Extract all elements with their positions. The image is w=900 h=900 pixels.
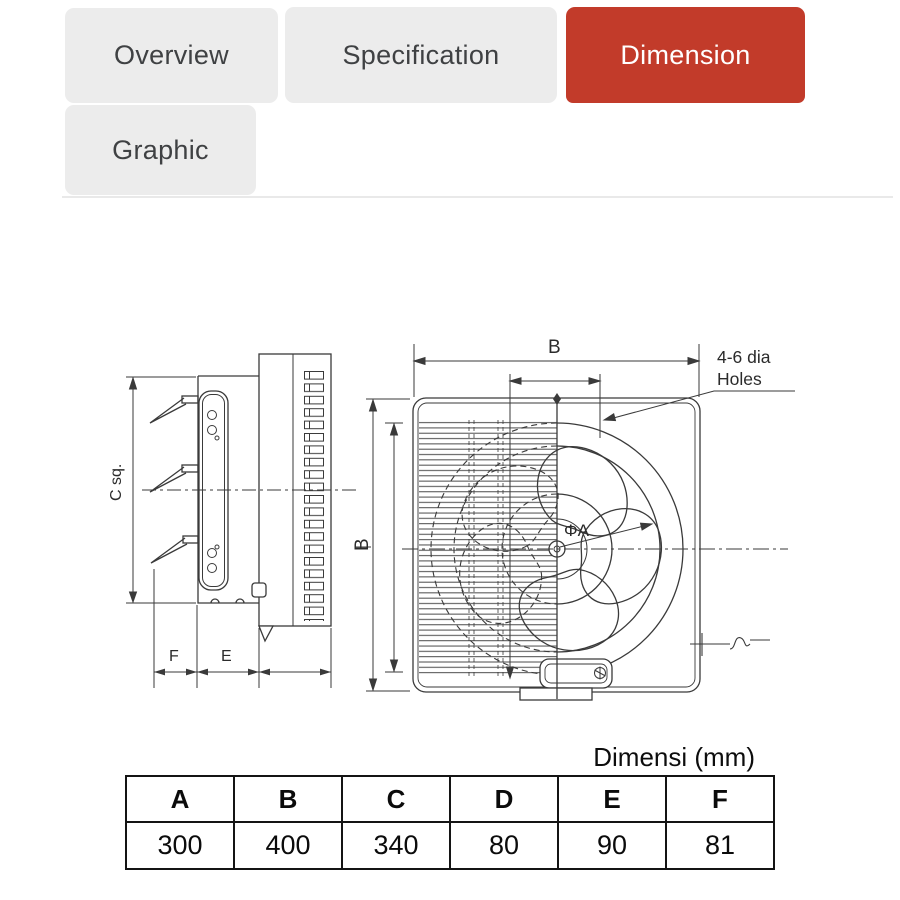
table-value-cell: 340 — [342, 822, 450, 869]
table-header-row — [126, 776, 774, 822]
label-b-top: B — [548, 337, 561, 358]
dimensions-table — [125, 775, 775, 870]
tabs-divider — [62, 196, 893, 198]
tab-dimension-active[interactable] — [566, 7, 805, 103]
tab-overview-label: Overview — [114, 40, 229, 70]
dimension-drawing — [0, 330, 900, 760]
tab-overview[interactable] — [65, 8, 278, 103]
table-value-cell: 81 — [666, 822, 774, 869]
tab-specification[interactable] — [285, 7, 557, 103]
table-value-row — [126, 822, 774, 869]
label-f: F — [169, 648, 179, 665]
label-b-left: B — [352, 538, 373, 551]
tab-graphic-label: Graphic — [112, 134, 209, 165]
label-phi-a: ΦA — [564, 521, 589, 540]
table-header-cell: D — [450, 776, 558, 822]
tab-graphic[interactable] — [65, 105, 256, 195]
front-view — [402, 393, 788, 700]
table-value-cell: 300 — [126, 822, 234, 869]
side-view — [142, 354, 358, 641]
table-caption: Dimensi (mm) — [593, 742, 755, 772]
table-value-cell: 80 — [450, 822, 558, 869]
fan-dimension-diagram — [0, 330, 900, 760]
table-value-cell: 400 — [234, 822, 342, 869]
table-header-cell: C — [342, 776, 450, 822]
table-header-cell: E — [558, 776, 666, 822]
label-holes-1: 4-6 dia — [717, 347, 771, 367]
label-c-sq: C sq. — [108, 463, 125, 501]
label-e: E — [221, 648, 232, 665]
side-louvers — [150, 396, 198, 563]
table-header-cell: F — [666, 776, 774, 822]
table-value-cell: 90 — [558, 822, 666, 869]
table-header-cell: B — [234, 776, 342, 822]
cord-detail — [690, 633, 770, 656]
label-holes-2: Holes — [717, 369, 762, 389]
tab-dimension-label: Dimension — [620, 39, 751, 70]
tab-specification-label: Specification — [342, 39, 500, 70]
panel-screw-holes — [208, 411, 220, 573]
mount-screw — [595, 667, 606, 680]
table-header-cell: A — [126, 776, 234, 822]
